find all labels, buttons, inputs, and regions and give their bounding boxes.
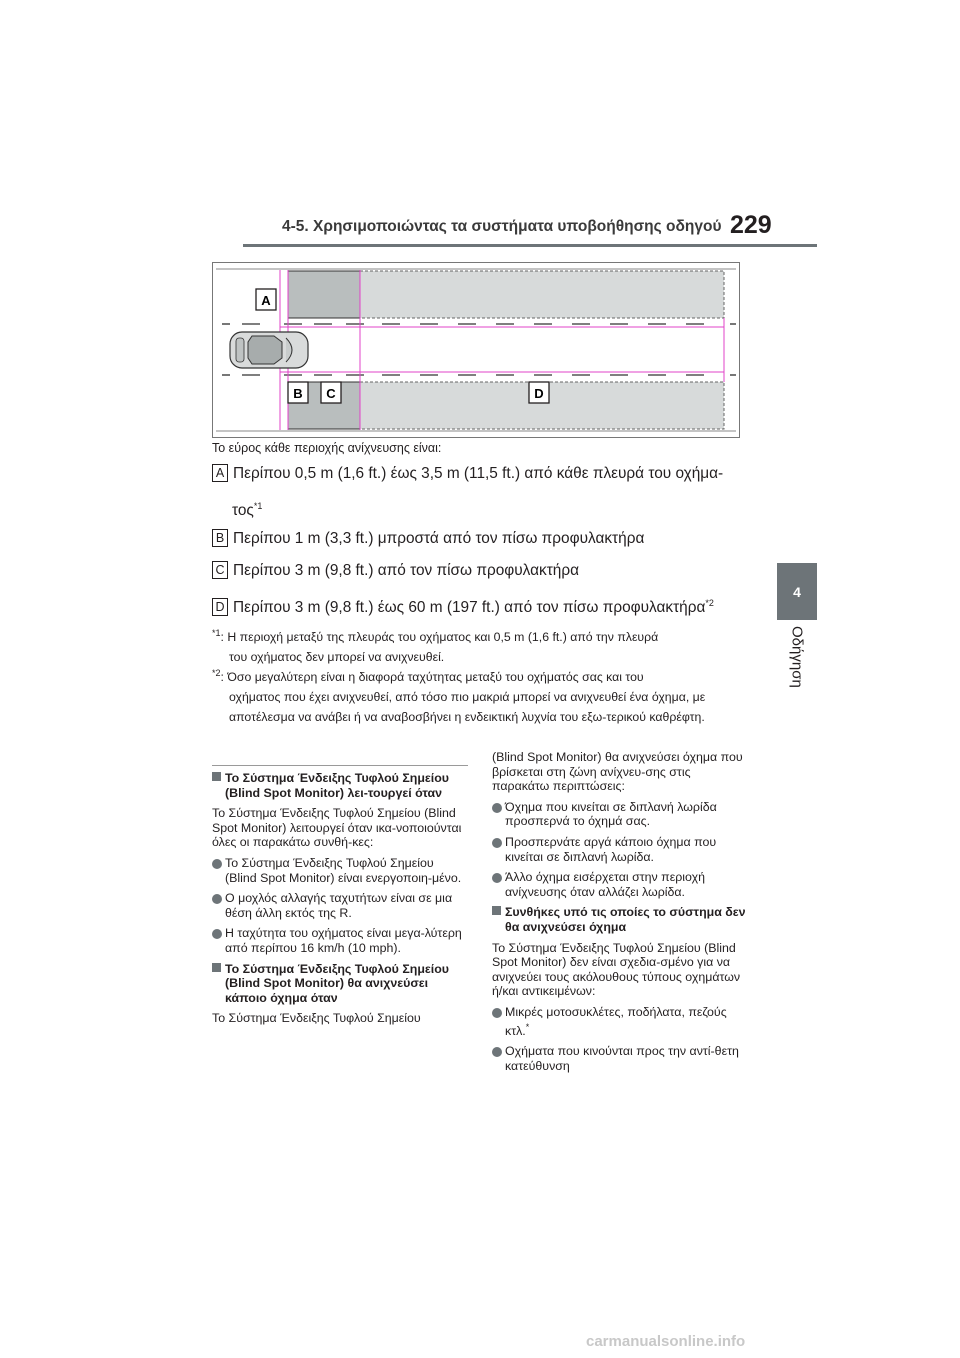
footnote-1-line1: : Η περιοχή μεταξύ της πλευράς του οχήματος και 0,5 m (1,6 ft.) από την πλευρά [220,630,659,645]
left-column [212,771,468,1032]
car-icon [230,332,308,368]
footnote-1-mark: *1 [212,628,221,638]
letter-box-d: D [212,598,228,616]
list-item: Το Σύστημα Ένδειξης Τυφλού Σημείου (Blind Spot Monitor) είναι ενεργοποιη-μένο. [212,856,468,885]
footnote-ref-1: *1 [253,501,263,511]
upper-zone-d [360,271,724,318]
right-column [492,750,748,1079]
list-item: Μικρές μοτοσυκλέτες, ποδήλατα, πεζούς κτλ.* [492,1005,748,1038]
circle-bullet-icon [492,803,502,813]
list-item: Όχημα που κινείται σε διπλανή λωρίδα προσπερνά το όχημά σας. [492,800,748,829]
section-title: 4-5. Χρησιμοποιώντας τα συστήματα υποβοήθησης οδηγού [282,218,722,235]
square-bullet-icon [492,906,501,915]
heading-not-detected: Συνθήκες υπό τις οποίες το σύστημα δεν θα ανιχνεύσει όχημα [492,905,748,934]
watermark: carmanualsonline.info [586,1333,746,1350]
chapter-tab [777,563,817,620]
footnote-2 [212,663,732,727]
label-b: B [293,386,303,401]
definition-d [212,593,714,618]
footnote-1-rest: του οχήματος δεν μπορεί να ανιχνευθεί. [229,650,445,665]
list-item: Οχήματα που κινούνται προς την αντί-θετη κατεύθυνση [492,1044,748,1073]
intro-text: Το εύρος κάθε περιοχής ανίχνευσης είναι: [212,441,442,455]
heading-detects-when: Το Σύστημα Ένδειξης Τυφλού Σημείου (Blind Spot Monitor) θα ανιχνεύσει κάποιο όχημα όταν [212,962,468,1006]
left-paragraph-2: Το Σύστημα Ένδειξης Τυφλού Σημείου [212,1011,421,1026]
circle-bullet-icon [212,859,222,869]
circle-bullet-icon [492,838,502,848]
footnote-2-mark: *2 [212,668,221,678]
heading-operates-when: Το Σύστημα Ένδειξης Τυφλού Σημείου (Blind Spot Monitor) λει-τουργεί όταν [212,771,468,800]
definition-b-text: Περίπου 1 m (3,3 ft.) μπροστά από τον πίσω προφυλακτήρα [233,530,645,547]
circle-bullet-icon [212,929,222,939]
label-c: C [326,386,336,401]
header-rule [243,244,817,247]
footnote-ref-2: *2 [705,598,714,608]
definition-a-text: Περίπου 0,5 m (1,6 ft.) έως 3,5 m (11,5 ft.) από κάθε πλευρά του οχήμα- [233,465,724,482]
circle-bullet-icon [492,1047,502,1057]
definition-d-text: Περίπου 3 m (9,8 ft.) έως 60 m (197 ft.) από τον πίσω προφυλακτήρα [233,599,706,617]
circle-bullet-icon [492,1008,502,1018]
definition-b [212,529,644,549]
letter-box-c: C [212,561,228,579]
upper-zone-bc [288,271,360,318]
right-paragraph-1: (Blind Spot Monitor) θα ανιχνεύσει όχημα που βρίσκεται στη ζώνη ανίχνευ-σης στις παρακάτω περιπτώσεις: [492,750,743,794]
list-item: Ο μοχλός αλλαγής ταχυτήτων είναι σε μια θέση άλλη εκτός της R. [212,891,468,920]
circle-bullet-icon [212,894,222,904]
definition-c [212,561,579,581]
circle-bullet-icon [492,873,502,883]
chapter-label-text: Οδήγηση [788,626,806,688]
definition-c-text: Περίπου 3 m (9,8 ft.) από τον πίσω προφυλακτήρα [233,562,580,579]
list-item: Προσπερνάτε αργά κάποιο όχημα που κινείται σε διπλανή λωρίδα. [492,835,748,864]
definition-a-cont: τος [232,502,254,520]
footnote-1 [212,623,747,667]
detection-area-diagram [212,262,740,438]
square-bullet-icon [212,963,221,972]
definition-a [212,464,752,521]
footnote-2-line1: : Όσο μεγαλύτερη είναι η διαφορά ταχύτητας μεταξύ του οχήματός σας και του [220,670,644,685]
chapter-label [777,626,817,726]
chapter-number: 4 [793,583,801,600]
label-a: A [261,293,271,308]
list-item: Άλλο όχημα εισέρχεται στην περιοχή ανίχνευσης όταν αλλάζει λωρίδα. [492,870,748,899]
section-divider [212,765,468,766]
list-item: Η ταχύτητα του οχήματος είναι μεγα-λύτερη από περίπου 16 km/h (10 mph). [212,926,468,955]
letter-box-a: A [212,464,228,482]
footnote-2-rest: οχήματος που έχει ανιχνευθεί, από τόσο πιο μακριά μπορεί να ανιχνευθεί ένα όχημα, με αποτέλεσμα να ανάβει ή να αναβοσβήνει η ενδεικτική λυχνία του εξω-τερικού καθρέφτη. [229,690,706,725]
right-paragraph-2: Το Σύστημα Ένδειξης Τυφλού Σημείου (Blind Spot Monitor) δεν είναι σχεδια-σμένο για να ανιχνεύει τους ακόλουθους τύπους οχημάτων ή/και αντικειμένων: [492,940,741,999]
page-number: 229 [730,211,772,239]
label-d: D [534,386,544,401]
letter-box-b: B [212,529,228,547]
square-bullet-icon [212,772,221,781]
left-paragraph-1: Το Σύστημα Ένδειξης Τυφλού Σημείου (Blind Spot Monitor) λειτουργεί όταν ικα-νοποιούνται όλες οι παρακάτω συνθή-κες: [212,806,462,850]
